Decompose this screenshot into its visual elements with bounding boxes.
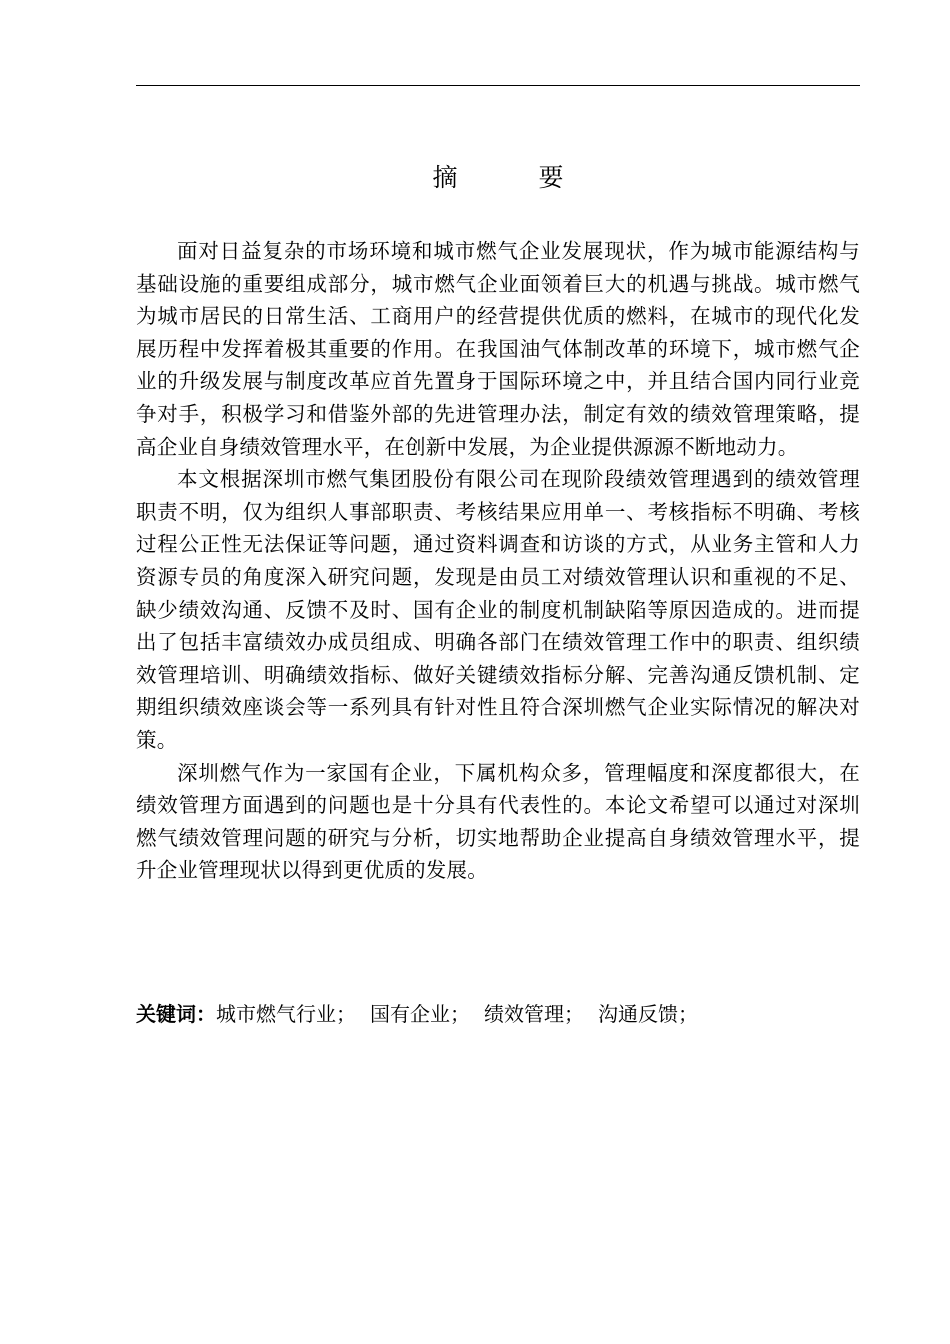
header-rule <box>136 85 860 86</box>
keyword-item: 国有企业； <box>370 1002 470 1026</box>
keyword-item: 城市燃气行业； <box>216 1002 356 1026</box>
abstract-paragraph-1: 面对日益复杂的市场环境和城市燃气企业发展现状，作为城市能源结构与基础设施的重要组成部分，城市燃气企业面领着巨大的机遇与挑战。城市燃气为城市居民的日常生活、工商用户的经营提供优质的燃料，在城市的现代化发展历程中发挥着极其重要的作用。在我国油气体制改革的环境下，城市燃气企业的升级发展与制度改革应首先置身于国际环境之中，并且结合国内同行业竞争对手，积极学习和借鉴外部的先进管理办法，制定有效的绩效管理策略，提高企业自身绩效管理水平，在创新中发展，为企业提供源源不断地动力。 <box>136 239 860 459</box>
keyword-item: 沟通反馈； <box>598 1002 698 1026</box>
keywords-line <box>136 998 860 1030</box>
keyword-item: 绩效管理； <box>484 1002 584 1026</box>
keywords-label: 关键词： <box>136 1002 216 1026</box>
abstract-body <box>136 235 860 887</box>
abstract-paragraph-3: 深圳燃气作为一家国有企业，下属机构众多，管理幅度和深度都很大，在绩效管理方面遇到的问题也是十分具有代表性的。本论文希望可以通过对深圳燃气绩效管理问题的研究与分析，切实地帮助企业提高自身绩效管理水平，提升企业管理现状以得到更优质的发展。 <box>136 760 860 883</box>
abstract-paragraph-2: 本文根据深圳市燃气集团股份有限公司在现阶段绩效管理遇到的绩效管理职责不明，仅为组织人事部职责、考核结果应用单一、考核指标不明确、考核过程公正性无法保证等问题，通过资料调查和访谈的方式，从业务主管和人力资源专员的角度深入研究问题，发现是由员工对绩效管理认识和重视的不足、缺少绩效沟通、反馈不及时、国有企业的制度机制缺陷等原因造成的。进而提出了包括丰富绩效办成员组成、明确各部门在绩效管理工作中的职责、组织绩效管理培训、明确绩效指标、做好关键绩效指标分解、完善沟通反馈机制、定期组织绩效座谈会等一系列具有针对性且符合深圳燃气企业实际情况的解决对策。 <box>136 467 860 752</box>
page-title: 摘 要 <box>432 163 592 192</box>
